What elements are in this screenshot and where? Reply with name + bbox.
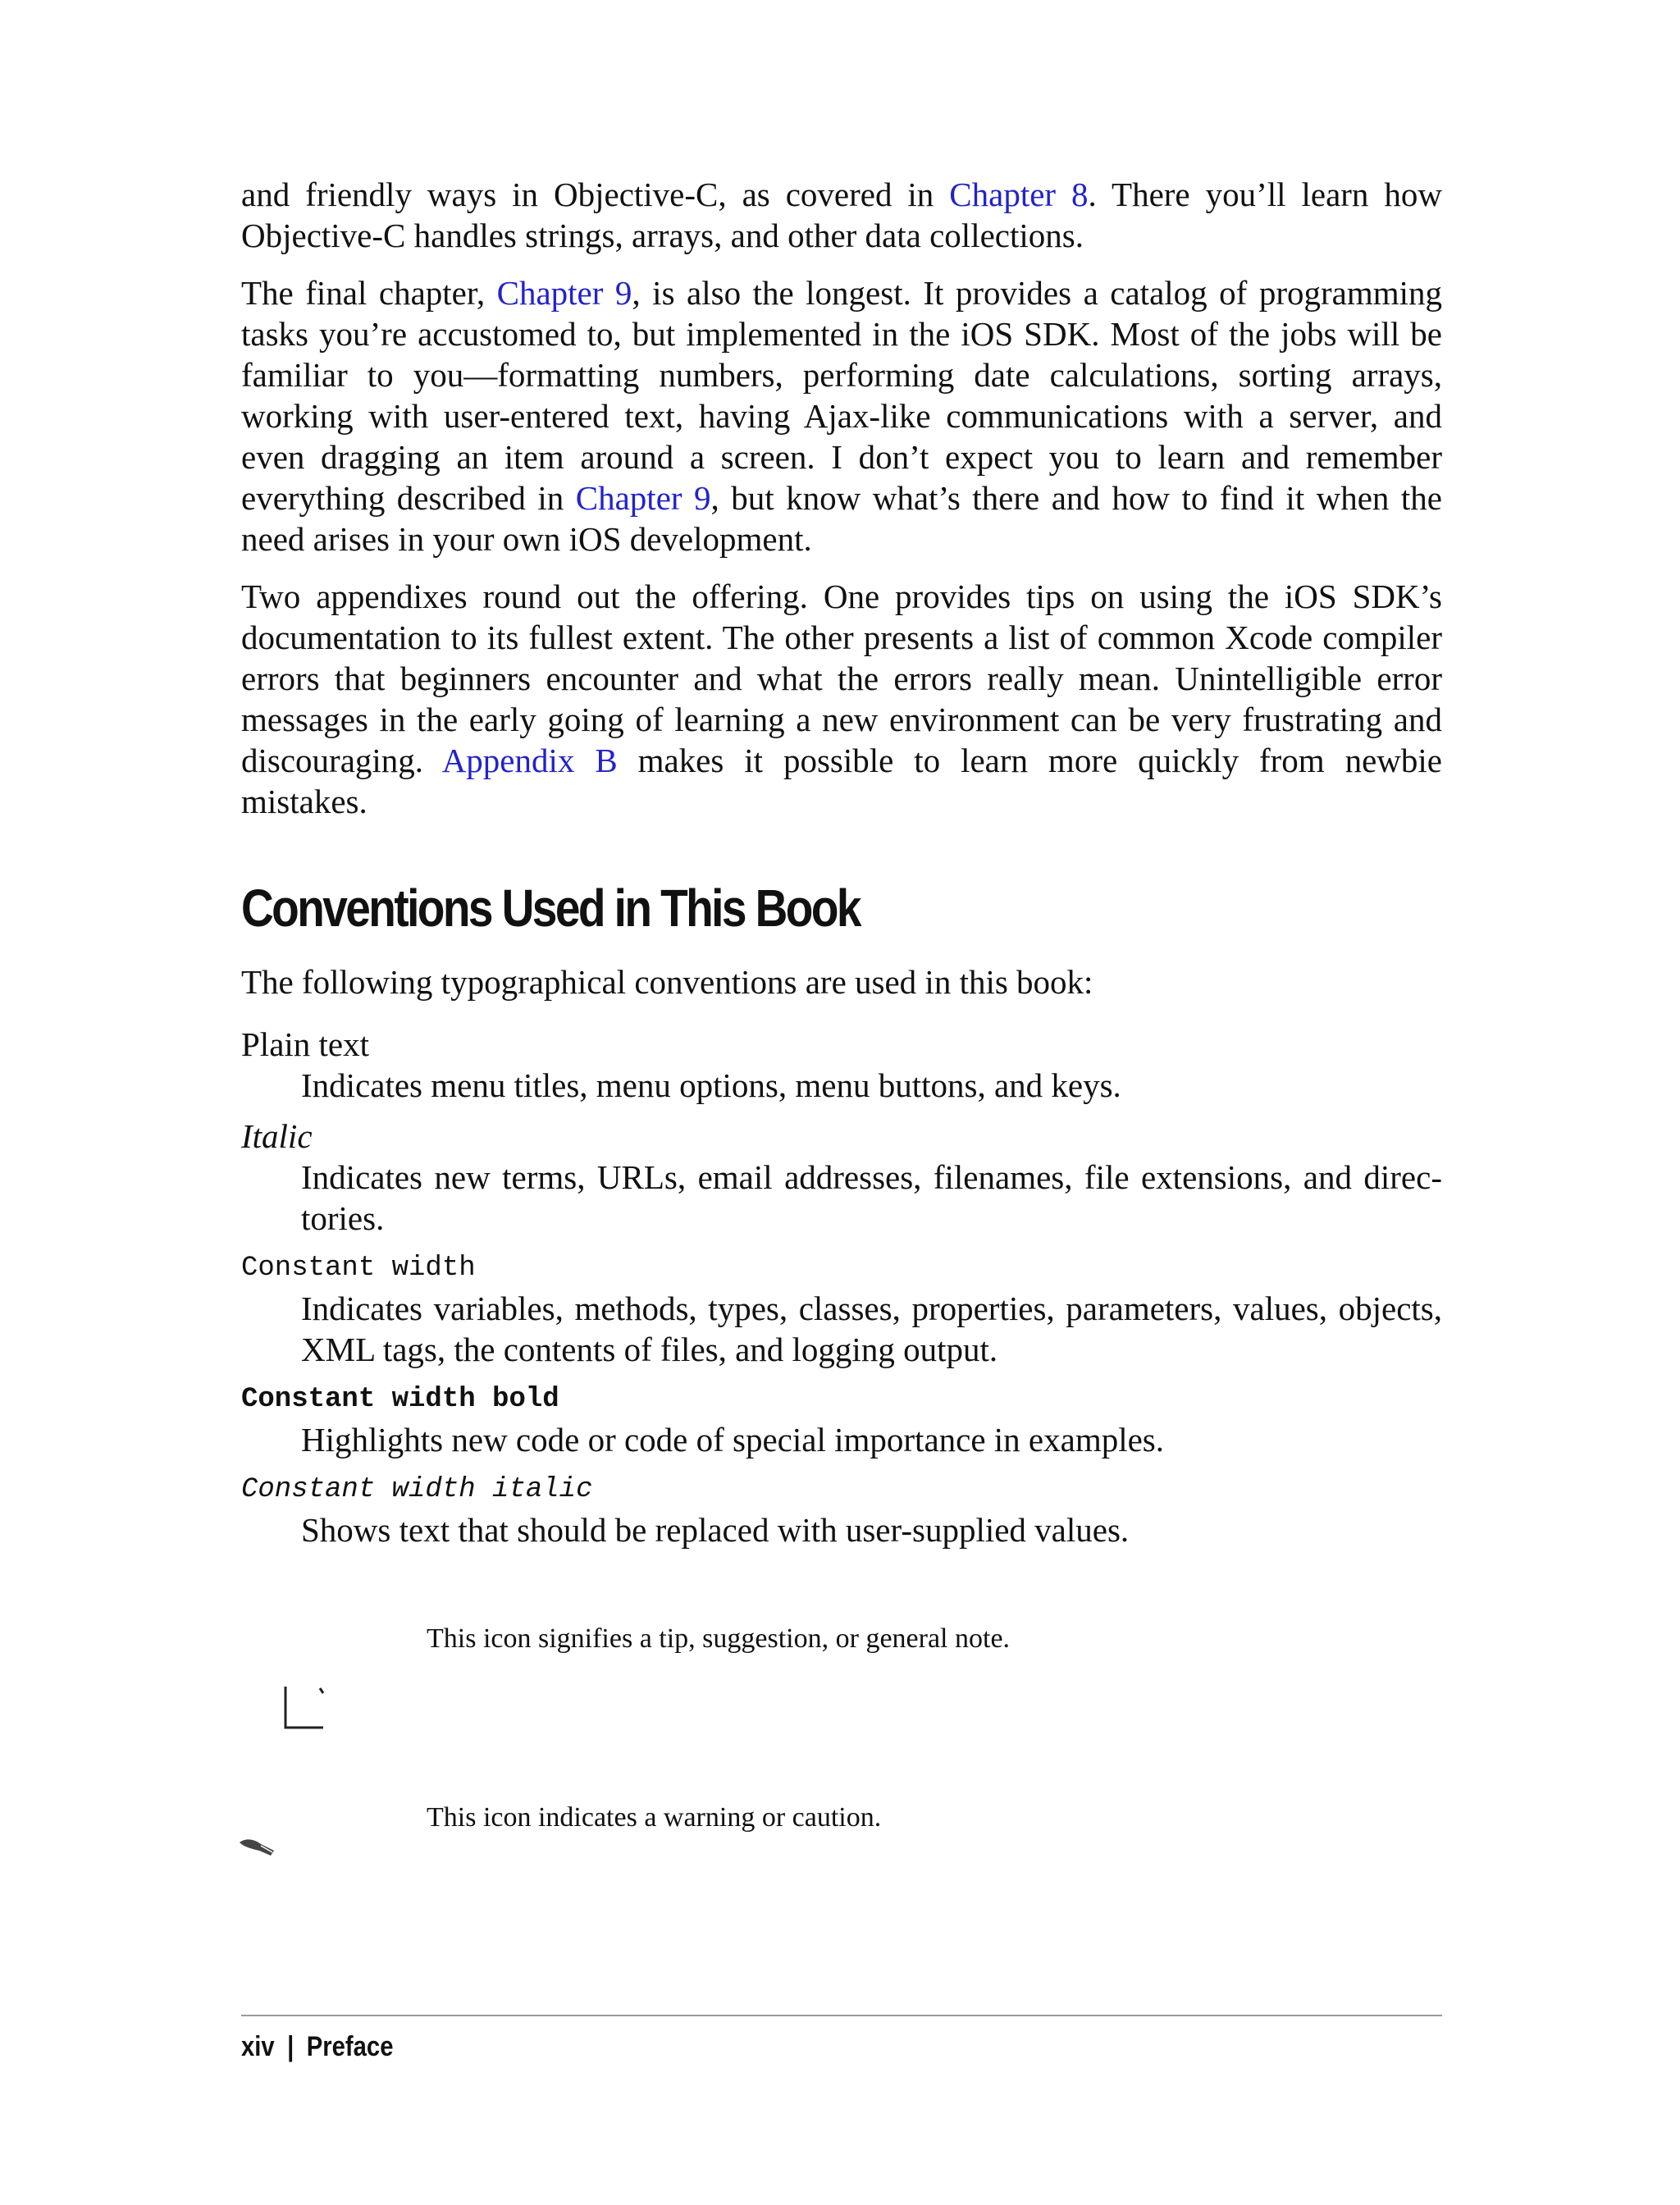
tip-note: This icon signifies a tip, suggestion, or general note.	[427, 1623, 1011, 1654]
appendix-b-link[interactable]: Appendix B	[441, 742, 618, 779]
convention-desc-constant-width-italic: Shows text that should be replaced with user-supplied values.	[301, 1511, 1130, 1549]
convention-term-constant-width-bold: Constant width bold	[241, 1384, 559, 1415]
paragraph-2: The final chapter, Chapter 9, is also the longest. It provides a catalog of programming tasks you’re accustomed to, but implemented in the iOS SDK. Most of the jobs will be familiar to you—formatting numbers, performing date calculations, sorting arrays, working with user-entered text, having Ajax-like communications with a server, and even dragging an item around a screen. I don’t expect you to learn and remember everything described in Chapter 9, but know what’s there and how to find it when the need arises in your own iOS development.	[241, 274, 1442, 558]
convention-desc-plain: Indicates menu titles, menu options, menu buttons, and keys.	[301, 1066, 1121, 1104]
section-intro: The following typographical conventions are used in this book:	[241, 963, 1093, 1001]
convention-term-constant-width: Constant width	[241, 1253, 476, 1284]
convention-term-italic: Italic	[241, 1117, 313, 1155]
footer-rule	[241, 2015, 1442, 2016]
warning-icon	[238, 1836, 277, 1859]
page-number: xiv	[241, 2031, 275, 2062]
convention-desc-italic: Indicates new terms, URLs, email addresses, filenames, file extensions, and directories.	[301, 1158, 1442, 1237]
paragraph-3: Two appendixes round out the offering. One provides tips on using the iOS SDK’s documentation to its fullest extent. The other presents a list of common Xcode compiler errors that beginners encounter and what the errors really mean. Unintelligible error messages in the early going of learning a new environment can be very frustrating and discouraging. Appendix B makes it possible to learn more quickly from newbie mistakes.	[241, 578, 1443, 820]
footer-separator: |	[287, 2031, 294, 2062]
conventions-list	[241, 1024, 1442, 1560]
paragraph-1: and friendly ways in Objective-C, as covered in Chapter 8. There you’ll learn how Objective-C handles strings, arrays, and other data collections.	[241, 176, 1442, 254]
page-footer	[241, 2028, 393, 2066]
footer-section: Preface	[306, 2031, 394, 2062]
section-heading: Conventions Used in This Book	[241, 879, 860, 938]
warning-note: This icon indicates a warning or caution.	[427, 1802, 882, 1833]
convention-desc-constant-width: Indicates variables, methods, types, classes, properties, parameters, values, objects, XML tags, the contents of files, and logging output.	[301, 1290, 1442, 1368]
chapter-9-link[interactable]: Chapter 9	[496, 274, 632, 312]
tip-icon	[279, 1683, 338, 1732]
convention-term-constant-width-italic: Constant width italic	[241, 1474, 593, 1505]
chapter-8-link[interactable]: Chapter 8	[949, 176, 1089, 213]
convention-desc-constant-width-bold: Highlights new code or code of special importance in examples.	[301, 1421, 1165, 1459]
chapter-9-link-2[interactable]: Chapter 9	[575, 479, 711, 517]
convention-term-plain: Plain text	[241, 1025, 370, 1063]
body-text	[241, 174, 1442, 838]
